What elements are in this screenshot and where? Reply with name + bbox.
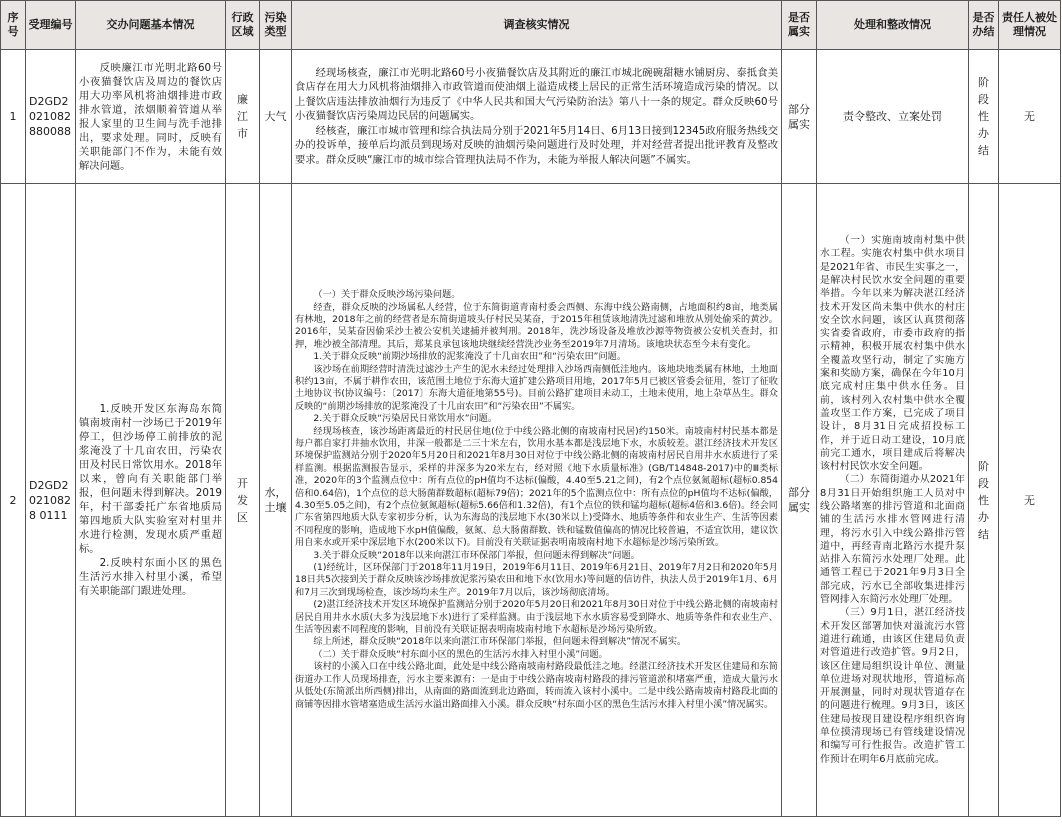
investigation-paragraph: 该沙场在前期经营时清洗过滤沙土产生的泥水未经过处理排入沙场西南侧低洼地内。该地块地类属有林地，土地面积约13亩，不属于耕作农田，该范围土地位于东海大道扩建公路项目用地，2017年5月已被区管委会征用，签订了征收土地协议书(协议编号：〔2017〕东海大道征地第55号)。目前公路扩建项目未动工，土地未使用，地上杂草丛生。群众反映的“前期沙场排放的泥浆淹没了十几亩农田”和“污染农田”不属实。 <box>295 363 778 412</box>
row-problem <box>76 184 226 817</box>
header-verified: 是否属实 <box>782 1 817 50</box>
row-seq: 2 <box>1 184 26 817</box>
table-row <box>1 50 1061 184</box>
row-area <box>226 184 260 817</box>
row-problem <box>76 50 226 184</box>
done-text: 阶段性办结 <box>978 459 989 541</box>
investigation-paragraph: 该村的小溪入口在中线公路北面，此处是中线公路南坡南村路段最低洼之地。经湛江经济技术开发区住建局和东简街道办工作人员现场排查，污水主要来源有：一是由于中线公路南坡南村路段的排污管道淤积堵塞严重，造成大量污水从低处(东简派出所西侧)排出，从南面的路面流到北边路面，转而流入该村小溪中。二是中线公路南坡南村路段北面的商铺等因排水管堵塞造成生活污水溢出路面排入小溪。群众反映“村东面小区的黑色生活污水排入村里小溪”情况属实。 <box>295 661 778 710</box>
header-handling: 处理和整改情况 <box>817 1 969 50</box>
problem-text: 反映廉江市光明北路60号小夜猫餐饮店及周边的餐饮店用大功率风机将油烟排进市政排水管道，浓烟顺着管道从举报人家里的卫生间与洗手池排出，要求处理。同时，反映有关职能部门不作为，未能有效解决问题。 <box>79 61 222 172</box>
handling-paragraph: （一）实施南坡南村集中供水工程。实施农村集中供水项目是2021年省、市民生实事之一，是解决村民饮水安全问题的重要举措。今年以来为解决湛江经济技术开发区尚未集中供水的村庄安全饮水问题，该区认真贯彻落实省委省政府，市委市政府的指示精神，积极开展农村集中供水全覆盖攻坚行动，制定了实施方案和奖励方案，确保在今年10月底完成村庄集中供水任务。目前，该村列入农村集中供水全覆盖攻坚工作方案，已完成了项目设计，8月31日完成招投标工作，并于近日动工建设，10月底前完工通水，项目建成后将解决该村村民饮水安全问题。 <box>820 235 965 473</box>
row-investigation <box>292 184 782 817</box>
row-area <box>226 50 260 184</box>
header-pollution: 污染类型 <box>260 1 292 50</box>
investigation-paragraph: 1.关于群众反映“前期沙场排放的泥浆淹没了十几亩农田”和“污染农田”问题。 <box>313 351 627 363</box>
investigation-paragraph: 经现场核查，廉江市光明北路60号小夜猫餐饮店及其附近的廉江市城北碗碗甜糖水铺厨房、泰抵食美食店存在用大力风机将油烟排入市政管道而使油烟上溢造成楼上居民的正常生活环境造成污染的情况。以上餐饮店违法排放油烟行为违反了《中华人民共和国大气污染防治法》第八十一条的规定。群众反映60号小夜猫餐饮店污染周边民居的问题属实。 <box>295 67 778 123</box>
header-seq: 序号 <box>1 1 26 50</box>
row-code: D2GD20210828 0111 <box>26 184 76 817</box>
row-accountable: 无 <box>999 184 1061 817</box>
row-done <box>969 50 999 184</box>
header-area: 行政区域 <box>226 1 260 50</box>
investigation-paragraph: (2)湛江经济技术开发区环境保护监测站分别于2020年5月20日和2021年8月30日对位于中线公路北侧的南坡南村居民自用井水水质(大多为浅层地下水)进行了采样监测。由于浅层地下水水质容易受到降水、地质等条件和农业生产、生活等因素不同程度的影响，目前没有关联证据表明南坡南村地下水超标是沙场污染所致。 <box>295 599 778 636</box>
investigation-paragraph: 经现场核查，该沙场距离最近的村民居住地(位于中线公路北侧的南坡南村民居)约150米。南坡南村村民基本都是每户都自家打井抽水饮用，井深一般都是二三十米左右，饮用水基本都是浅层地下水，水质较差。湛江经济技术开发区环境保护监测站分别于2020年5月20日和2021年8月30日对位于中线公路北侧的南坡南村居民自用井水水质进行了采样监测。根据监测报告显示，采样的井深多为20米左右，经对照《地下水质量标准》(GB/T14848-2017)中的Ⅲ类标准，2020年的3个监测点位中：所有点位的pH值均不达标(偏酸，4.40至5.21之间)，有2个点位氨氮超标(超标0.854倍和0.64倍)，1个点位的总大肠菌群数超标(超标79倍)；2021年的5个监测点位中：所有点位的pH值均不达标(偏酸，4.30至5.05之间)，有2个点位氨氮超标(超标5.66倍和1.32倍)，有1个点位的铁和锰均超标(超标4倍和3.6倍)。经会同广东省第四地质大队专家初步分析，认为东海岛的浅层地下水(30米以上)受降水、地质等条件和农业生产、生活等因素不同程度的影响，造成地下水pH值偏酸，氨氮、总大肠菌群数、铁和锰数值偏高的情况比较普遍，不适宜饮用，建议饮用自来水或开采中深层地下水(200米以下)。目前没有关联证据表明南坡南村地下水超标是沙场污染所致。 <box>295 425 778 549</box>
row-handling <box>817 184 969 817</box>
header-accountable: 责任人被处理情况 <box>999 1 1061 50</box>
handling-paragraph: （二）东简街道办从2021年8月31日开始组织施工人员对中线公路堵塞的排污管道和北面商铺的生活污水排水管网进行清理，将污水引入中线公路排污管道中，再经青南北路污水提升泵站排入东简污水处理厂处理。此通管工程已于2021年9月3日全部完成，污水已全部收集进排污管网排入东简污水处理厂处理。 <box>820 474 965 606</box>
investigation-paragraph: （一）关于群众反映沙场污染问题。 <box>313 289 461 301</box>
header-investigation: 调查核实情况 <box>292 1 782 50</box>
table-row <box>1 184 1061 817</box>
problem-paragraph: 1.反映开发区东海岛东简镇南坡南村一沙场已于2019年停工，但沙场停工前排放的泥浆淹没了十几亩农田，污染农田及村民日常饮用水。2018年以来，曾向有关职能部门举报，但问题未得到解决。2019年，村干部委托广东省地质局第四地质大队实验室对村里井水进行检测，发现水质严重超标。 <box>79 403 222 555</box>
header-done: 是否办结 <box>969 1 999 50</box>
row-code: D2GD2021082880088 <box>26 50 76 184</box>
investigation-paragraph: 3.关于群众反映“2018年以来向湛江市环保部门举报，但问题未得到解决”问题。 <box>313 549 640 561</box>
row-investigation <box>292 50 782 184</box>
done-text: 阶段性办结 <box>978 76 989 157</box>
row-verified: 部分属实 <box>782 184 817 817</box>
header-problem: 交办问题基本情况 <box>76 1 226 50</box>
row-verified: 部分属实 <box>782 50 817 184</box>
area-text: 廉江市 <box>237 93 248 140</box>
row-done <box>969 184 999 817</box>
problem-paragraph: 2.反映村东面小区的黑色生活污水排入村里小溪，希望有关职能部门跟进处理。 <box>79 557 222 597</box>
row-seq: 1 <box>1 50 26 184</box>
row-pollution: 大气 <box>260 50 292 184</box>
investigation-paragraph: 经核查，廉江市城市管理和综合执法局分别于2021年5月14日、6月13日接到12345政府服务热线交办的投诉单，接单后均派员到现场对反映的油烟污染问题进行及时处理，并对经营者提出批评教育及整改要求。群众反映“廉江市的城市综合管理执法局不作为，未能为举报人解决问题”不属实。 <box>295 124 778 166</box>
investigation-paragraph: 经查，群众反映的沙场属私人经营，位于东简街道青南村委会西侧、东海中线公路南侧，占地面积约8亩，地类属有林地，2018年之前的经营者是东简街道坡头仔村民吴某奋，于2015年租赁该地清洗过滤和堆放从别处偷采的黄沙。2016年，吴某奋因偷采沙土被公安机关逮捕并被判刑。2018年，洗沙场设备及堆放沙源等物资被公安机关查封，扣押，堆沙被全部清理。其后，郑某良承包该地块继续经营洗沙业务至2019年7月清场。该地块状态至今未有变化。 <box>295 301 778 350</box>
header-code: 受理编号 <box>26 1 76 50</box>
row-handling: 责令整改、立案处罚 <box>817 50 969 184</box>
area-text: 开发区 <box>237 476 248 524</box>
investigation-paragraph: （二）关于群众反映“村东面小区的黑色的生活污水排入村里小溪”问题。 <box>313 648 608 660</box>
header-row <box>1 1 1061 50</box>
investigation-paragraph: 综上所述，群众反映“2018年以来向湛江市环保部门举报，但问题未得到解决”情况不属实。 <box>313 636 687 648</box>
investigation-paragraph: 2.关于群众反映“污染居民日常饮用水”问题。 <box>313 413 498 425</box>
investigation-paragraph: (1)经统计，区环保部门于2018年11月19日，2019年6月11日、2019年6月21日、2019年7月2日和2020年5月18日共5次接到关于群众反映该沙场排放泥浆污染农田和地下水(饮用水)等问题的信访件，执法人员于2019年1月、6月和7月三次到现场检查，该沙场均未生产。2019年7月以后，该沙场彻底清场。 <box>295 562 778 598</box>
handling-paragraph: （三）9月1日，湛江经济技术开发区部署加快对溢流污水管道进行疏通，由该区住建局负责对管道进行改造扩管。9月2日，该区住建局组织设计单位、测量单位进场对现状地形，管道标高开展测量，同时对现状管道存在的问题进行梳理。9月3日，该区住建局按现目建设程序组织咨询单位摸清现场已有管线建设情况和编写可行性报告。改造扩管工作预计在明年6月底前完成。 <box>820 607 965 765</box>
row-accountable: 无 <box>999 50 1061 184</box>
row-pollution: 水，土壤 <box>260 184 292 817</box>
